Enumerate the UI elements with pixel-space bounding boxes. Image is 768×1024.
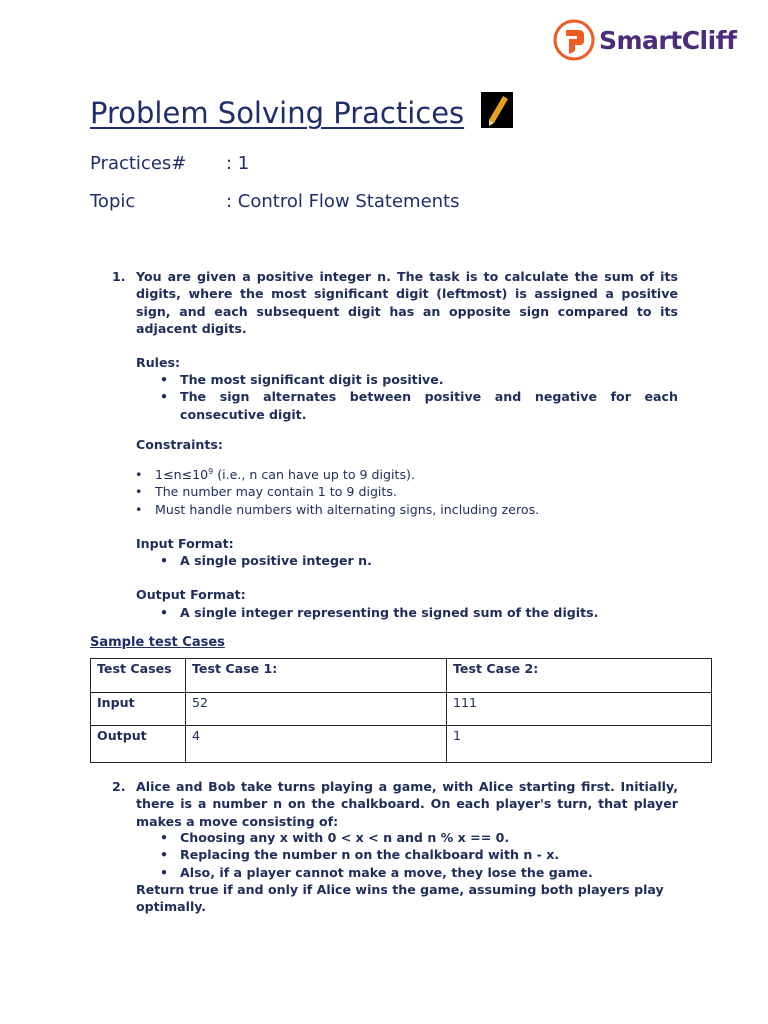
pencil-icon [481, 92, 513, 128]
input-format-list [158, 552, 678, 569]
smartcliff-logo [553, 18, 736, 62]
page-title: Problem Solving Practices [90, 96, 465, 130]
table-cell: 1 [447, 726, 712, 763]
table-header-cell: Test Case 1: [186, 659, 447, 693]
sample-test-cases-heading: Sample test Cases [90, 635, 225, 650]
practices-row [90, 153, 249, 174]
table-header-cell: Test Case 2: [447, 659, 712, 693]
question-number: 1. [112, 269, 126, 284]
table-cell: 52 [186, 693, 447, 726]
rules-list [158, 371, 678, 423]
question-number: 2. [112, 779, 126, 794]
table-row [91, 693, 712, 726]
question-2 [112, 778, 678, 830]
test-cases-table [90, 658, 712, 763]
table-cell: 111 [447, 693, 712, 726]
rules-label: Rules: [136, 355, 181, 370]
input-format-label: Input Format: [136, 536, 234, 551]
table-cell: 4 [186, 726, 447, 763]
list-item: • Also, if a player cannot make a move, they lose the game. [158, 864, 678, 881]
table-cell: Input [91, 693, 186, 726]
question-2-tail: Return true if and only if Alice wins the game, assuming both players play optimally. [136, 882, 664, 915]
topic-label: Topic [90, 191, 136, 212]
table-cell: Output [91, 726, 186, 763]
list-item: • The number may contain 1 to 9 digits. [133, 483, 693, 500]
list-item: • Choosing any x with 0 < x < n and n % x == 0. [158, 829, 678, 846]
output-format-list [158, 604, 678, 621]
table-row [91, 726, 712, 763]
practices-value: : 1 [226, 153, 250, 174]
list-item: • The most significant digit is positive. [158, 371, 678, 388]
constraints-list [133, 466, 693, 518]
list-item: • $1\le n\le 10^9$ (i.e., n can have up to 9 digits). [133, 466, 693, 483]
list-item: • The sign alternates between positive and negative for each consecutive digit. [158, 388, 678, 423]
smartcliff-logo-icon [553, 19, 595, 61]
list-item: • Must handle numbers with alternating signs, including zeros. [133, 501, 693, 518]
topic-row [90, 191, 459, 212]
practices-label: Practices# [90, 153, 187, 174]
question-1 [112, 268, 678, 337]
topic-value: : Control Flow Statements [226, 191, 460, 212]
list-item: • Replacing the number n on the chalkboard with n - x. [158, 846, 678, 863]
question-text: Alice and Bob take turns playing a game, with Alice starting first. Initially, there is a number n on the chalkboard. On each player's turn, that player makes a move consisting of: [136, 779, 678, 829]
table-header-cell: Test Cases [91, 659, 186, 693]
question-2-bullets [158, 829, 678, 881]
list-item: • A single integer representing the signed sum of the digits. [158, 604, 678, 621]
list-item: • A single positive integer n. [158, 552, 678, 569]
table-row [91, 659, 712, 693]
output-format-label: Output Format: [136, 587, 246, 602]
logo-text: SmartCliff [599, 25, 737, 55]
question-text: You are given a positive integer n. The task is to calculate the sum of its digits, where the most significant digit (leftmost) is assigned a positive sign, and each subsequent digit has an opposite sign compared to its adjacent digits. [136, 269, 678, 336]
constraints-label: Constraints: [136, 437, 223, 452]
